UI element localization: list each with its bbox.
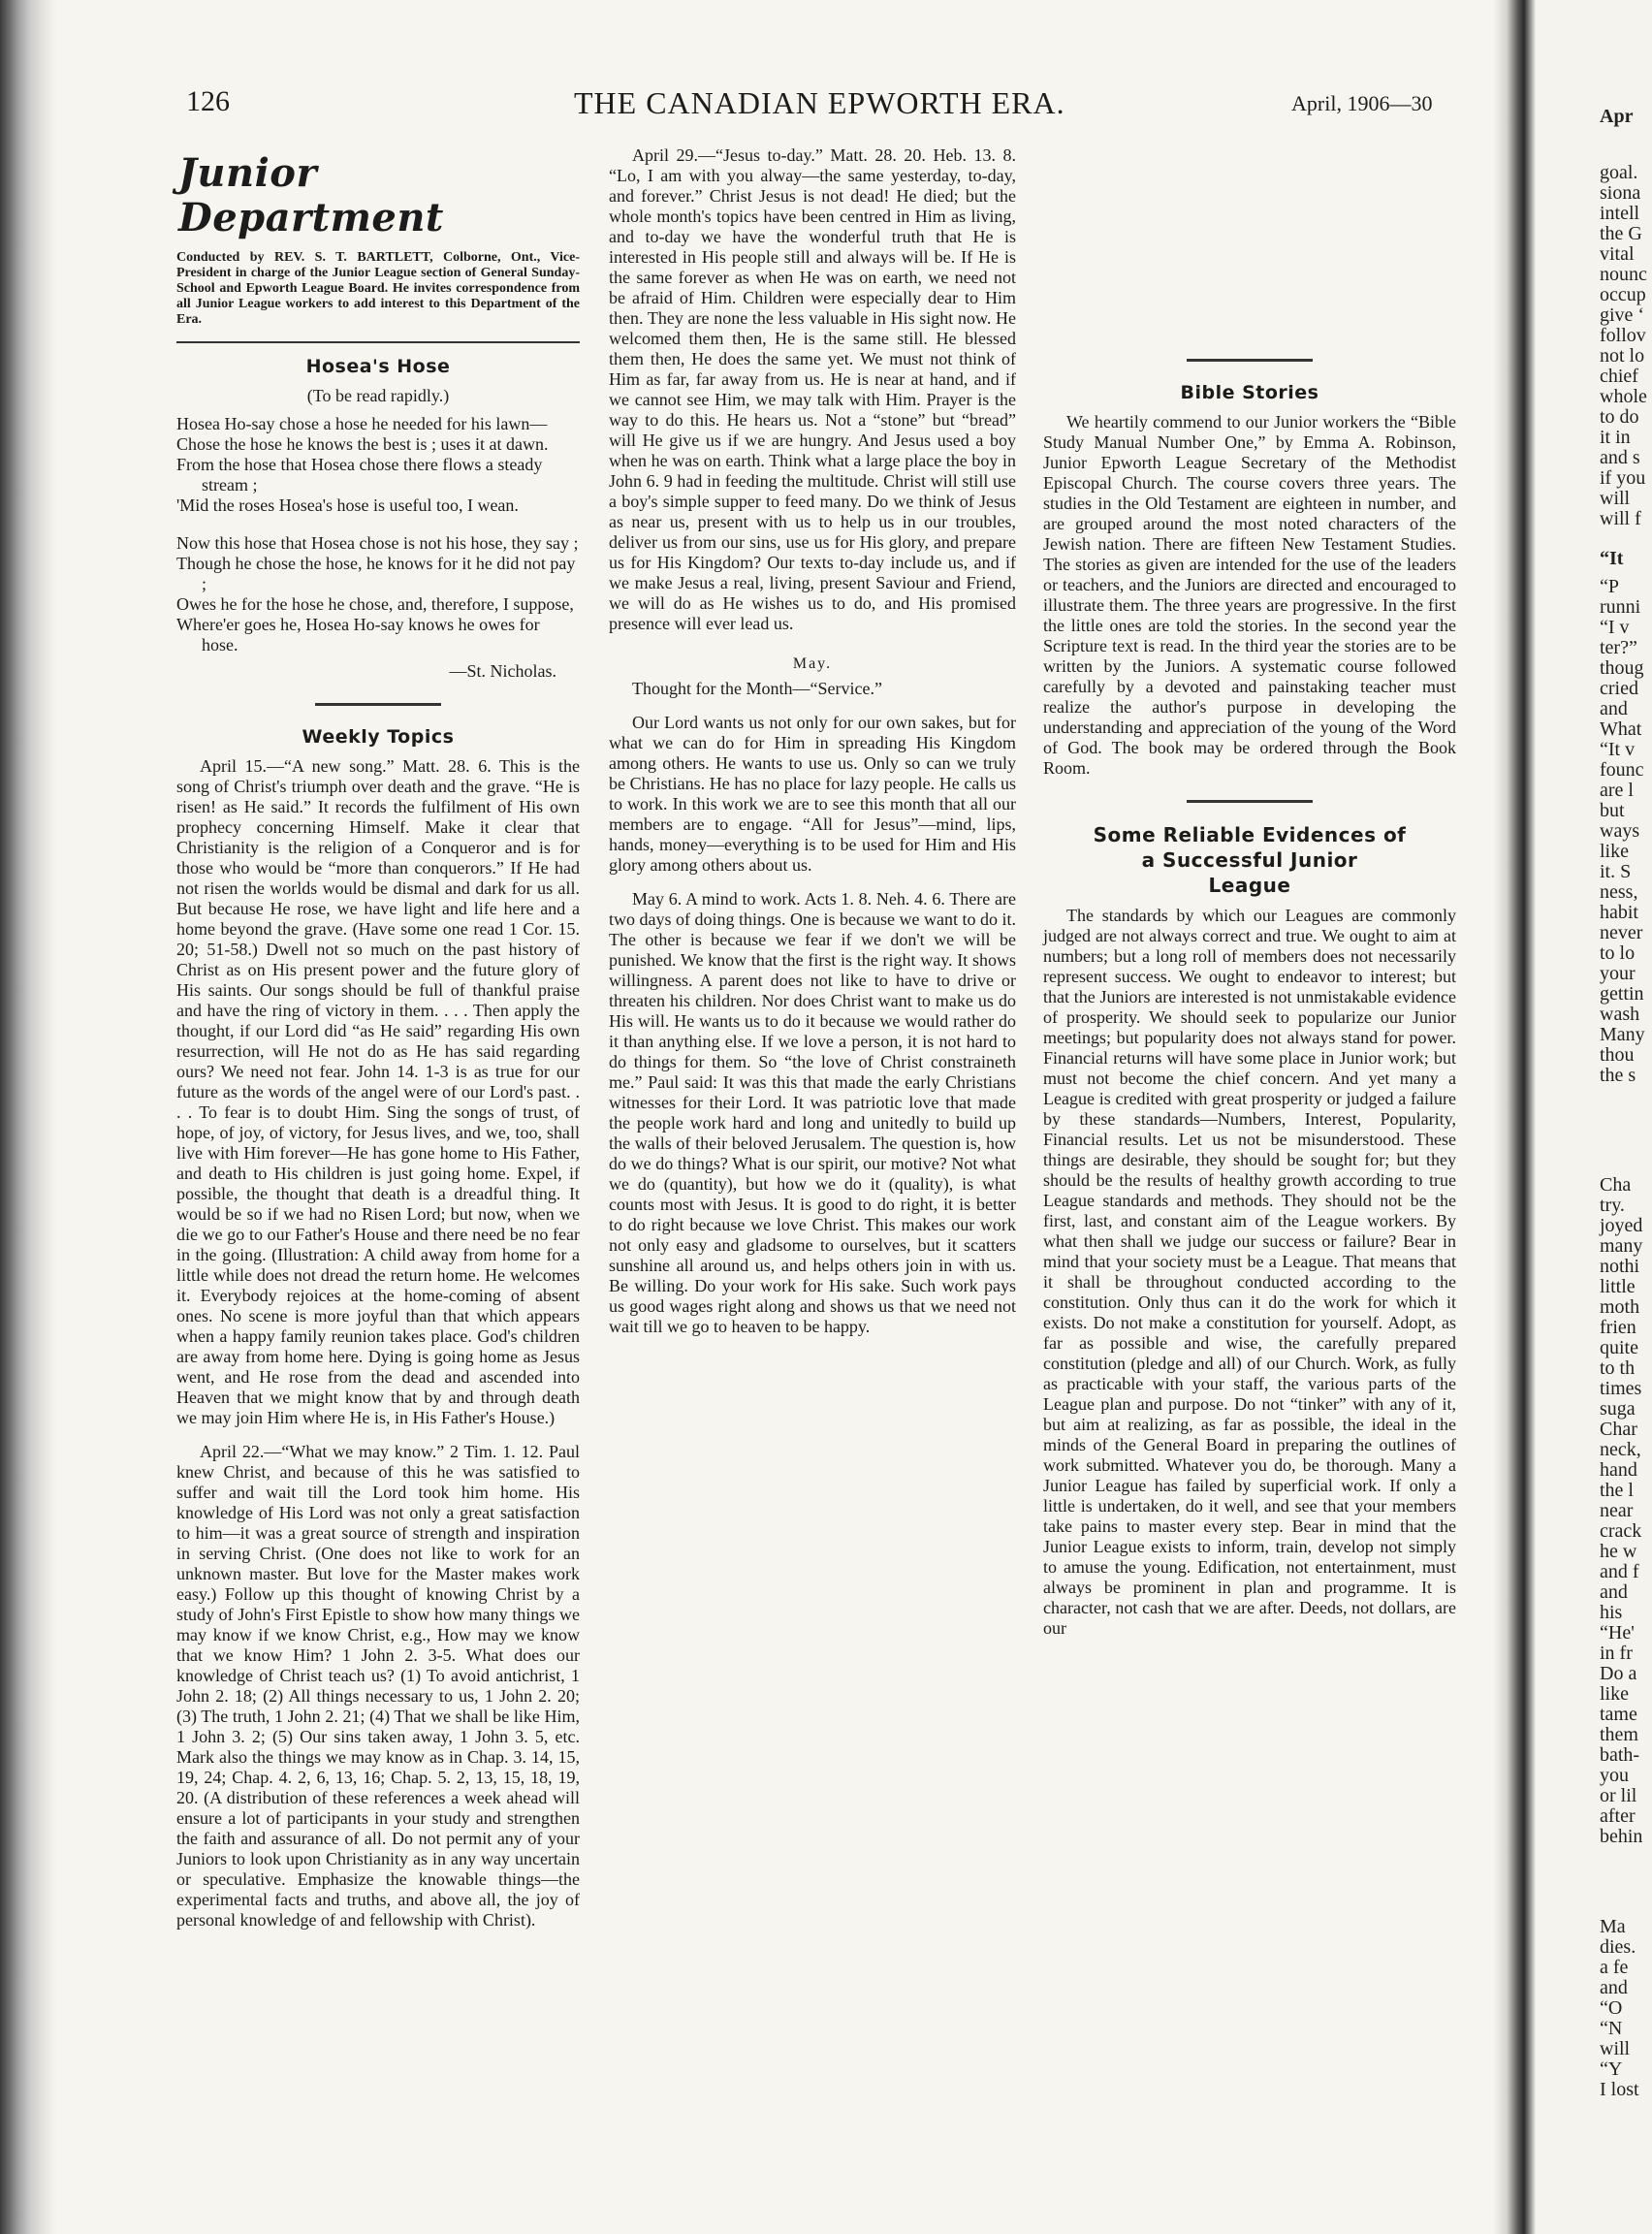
- facing-page-fragment: wash: [1600, 1004, 1640, 1025]
- facing-page-fragment: like: [1600, 1683, 1629, 1705]
- facing-page-fragment: “P: [1600, 576, 1619, 597]
- facing-page-fragment: little: [1600, 1276, 1636, 1297]
- facing-page-fragment: occup: [1600, 284, 1646, 305]
- facing-page-fragment: times: [1600, 1378, 1642, 1399]
- facing-page-fragment: will f: [1600, 508, 1641, 529]
- facing-page-fragment: founc: [1600, 759, 1644, 781]
- poem-line: Owes he for the hose he chose, and, therefore, I suppose,: [176, 594, 574, 614]
- evidences-title-3: League: [1208, 874, 1291, 897]
- facing-page-fragment: ter?”: [1600, 637, 1637, 658]
- facing-page-fragment: if you: [1600, 467, 1646, 489]
- facing-page-fragment: What: [1600, 718, 1642, 740]
- issue-date: April, 1906—30: [1291, 91, 1433, 115]
- facing-page-fragment: “I v: [1600, 617, 1630, 638]
- column-2: [609, 145, 1016, 1337]
- facing-page-fragment: “N: [1600, 2018, 1623, 2039]
- facing-page-fragment: your: [1600, 963, 1636, 984]
- facing-page-fragment: vital: [1600, 243, 1635, 265]
- facing-page-fragment: siona: [1600, 182, 1641, 204]
- facing-page-fragment: his: [1600, 1602, 1623, 1623]
- facing-page-fragment: suga: [1600, 1398, 1636, 1420]
- facing-page-fragment: are l: [1600, 780, 1634, 801]
- facing-page-fragment: it. S: [1600, 861, 1632, 882]
- topic-april-22: April 22.—“What we may know.” 2 Tim. 1. 12. Paul knew Christ, and because of this he was satisfied to suffer and wait till the Lord took him home. His knowledge of His Lord was not only a great satisfaction to him—it was a great source of strength and inspiration in serving Christ. (One does not like to work for an unknown master. But love for the Master makes work easy.) Follow up this thought of knowing Christ by a study of John's First Epistle to show how many things we may know if we know Christ, e.g., How may we know that we know Him? 1 John 2. 3-5. What does our knowledge of Christ teach us? (1) To avoid antichrist, 1 John 2. 18; (2) All things necessary to us, 1 John 2. 20; (3) The truth, 1 John 2. 21; (4) That we shall be like Him, 1 John 3. 2; (5) Our sins taken away, 1 John 3. 5, etc. Mark also the things we may know as in Chap. 3. 14, 15, 19, 24; Chap. 4. 2, 6, 13, 16; Chap. 5. 2, 13, 15, 18, 19, 20. (A distribution of these references a week ahead will ensure a lot of participants in your study and strengthen the faith and assurance of all. Do not permit any of your Juniors to look upon Christianity as in any way uncertain or speculative. Emphasize the knowable things—the experimental facts and truths, and above all, the joy of personal knowledge of and fellowship with Christ).: [176, 1442, 580, 1930]
- evidences-title-1: Some Reliable Evidences of: [1093, 823, 1407, 846]
- department-title: Junior Department: [178, 150, 444, 240]
- facing-page-fragment: thoug: [1600, 657, 1644, 679]
- facing-page-fragment: Do a: [1600, 1663, 1637, 1684]
- page-gutter: [1493, 0, 1536, 2234]
- facing-page-edge: [1536, 0, 1652, 2234]
- facing-page-fragment: dies.: [1600, 1936, 1636, 1958]
- page-header: [186, 85, 1446, 124]
- facing-page-fragment: behin: [1600, 1826, 1643, 1847]
- poem-line: Hosea Ho-say chose a hose he needed for his lawn—: [176, 414, 548, 433]
- facing-page-fragment: and f: [1600, 1561, 1639, 1582]
- facing-page-fragment: in fr: [1600, 1643, 1633, 1664]
- facing-page-fragment: neck,: [1600, 1439, 1641, 1460]
- facing-page-fragment: thou: [1600, 1044, 1635, 1066]
- facing-page-fragment: intell: [1600, 203, 1640, 224]
- may-intro: Our Lord wants us not only for our own sakes, but for what we can do for Him in spreading His Kingdom among others. He wants to use us. Only so can we truly be Christians. He has no place for lazy people. He calls us to work. In this work we are to see this month that all our members are to engage. “All for Jesus”—mind, lips, hands, money—everything is to be used for Him and His glory among others about us.: [609, 713, 1016, 875]
- facing-page-fragment: nothi: [1600, 1256, 1640, 1277]
- poem-attribution: —St. Nicholas.: [449, 661, 556, 681]
- department-note: Conducted by REV. S. T. BARTLETT, Colborne, Ont., Vice-President in charge of the Junior League section of General Sunday-School and Epworth League Board. He invites correspondence from all Junior League workers to add interest to this Department of the Era.: [176, 250, 580, 327]
- topic-april-15: April 15.—“A new song.” Matt. 28. 6. This is the song of Christ's triumph over death and the grave. “He is risen! as He said.” It records the fulfilment of His own prophecy concerning Himself. Make it clear that Christianity is the religion of a Conqueror and is for those who would be “more than conquerors.” If He had not risen the worlds would be dismal and dark for us all. But because He rose, we have light and life here and a home beyond the grave. (Have some one read 1 Cor. 15. 20; 51-58.) Dwell not so much on the past history of Christ as on His present power and the future glory of His saints. Our songs should be full of thankful praise and have the ring of victory in them. . . . Then apply the thought, if our Lord did “as He said” regarding His own resurrection, will He not do as He has said regarding ours? We need not fear. John 14. 1-3 is as true for our future as the words of the angel were of our Lord's past. . . . To fear is to doubt Him. Sing the songs of trust, of hope, of joy, of victory, for Jesus lives, and we, too, shall live with Him forever—He has gone home to His Father, and death to His children is just going home. Expel, if possible, the thought that death is a dreadful thing. It would be so if we had no Risen Lord; but now, when we die we go to our Father's House and there need be no fear in the going. (Illustration: A child away from home for a little while does not dread the return home. He welcomes it. Everybody rejoices at the home-coming of absent ones. No scene is more joyful than that which appears when a happy family reunion takes place. God's children are away from home here. Dying is going home as Jesus went, and He rose from the dead and ascended into Heaven that we might know that by and through death we may join Him where He is, in His Father's House.): [176, 756, 580, 1427]
- facing-page-fragment: Char: [1600, 1419, 1637, 1440]
- facing-page-fragment: crack: [1600, 1520, 1642, 1542]
- bible-stories-title: Bible Stories: [1180, 382, 1319, 403]
- facing-page-fragment: follov: [1600, 325, 1646, 346]
- column-3: [1043, 145, 1456, 1639]
- evidences-title-2: a Successful Junior: [1141, 848, 1358, 872]
- facing-page-fragment: like: [1600, 841, 1629, 862]
- facing-page-fragment: will: [1600, 488, 1631, 509]
- facing-page-fragment: give ‘: [1600, 304, 1645, 326]
- column-1: [176, 145, 580, 1931]
- facing-page-fragment: after: [1600, 1805, 1636, 1827]
- weekly-topics-title: Weekly Topics: [302, 726, 455, 748]
- facing-page-fragment: the s: [1600, 1065, 1636, 1086]
- facing-page-fragment: them: [1600, 1724, 1638, 1745]
- facing-page-fragment: to lo: [1600, 942, 1636, 964]
- facing-page-fragment: to th: [1600, 1357, 1636, 1379]
- facing-page-fragment: or lil: [1600, 1785, 1637, 1806]
- running-title: THE CANADIAN EPWORTH ERA.: [574, 85, 1065, 120]
- facing-page-fragment: moth: [1600, 1296, 1640, 1318]
- facing-page-fragment: tame: [1600, 1704, 1637, 1725]
- short-divider: [1187, 800, 1313, 803]
- poem-line: Though he chose the hose, he knows for it he did not pay ;: [176, 554, 576, 593]
- facing-page-fragment: not lo: [1600, 345, 1645, 367]
- topic-may-6: May 6. A mind to work. Acts 1. 8. Neh. 4. 6. There are two days of doing things. One is because we want to do it. The other is because we fear if we don't we will be punished. We know that the first is the right way. It shows willingness. A parent does not like to have to drive or threaten his children. Nor does Christ want to make us do His will. He wants us to do it because we would rather do it than anything else. If we love a person, it is not hard to do things for them. So “the love of Christ constraineth me.” Paul said: It was this that made the early Christians witnesses for their Lord. It was patriotic love that made the people work hard and long and unitedly to build up the walls of their beloved Jerusalem. The question is, how do we do things? What is our spirit, our motive? Not what we do (quantity), but how we do it (quality), is what counts most with Jesus. It is good to do right, it is better to do right because we love Christ. This makes our work not only easy and gladsome to ourselves, but it scatters sunshine all around us, and helps others join in with us. Be willing. Do your work for His sake. Such work pays us good wages right along and shows us that we need not wait till we go to heaven to be happy.: [609, 889, 1016, 1336]
- poem-stanza-1: [176, 414, 580, 516]
- facing-page-fragment: and: [1600, 1977, 1628, 1998]
- facing-page-fragment: will: [1600, 2038, 1631, 2059]
- book-binding: [0, 0, 56, 2234]
- facing-page-fragment: and: [1600, 1581, 1628, 1603]
- topic-april-29: April 29.—“Jesus to-day.” Matt. 28. 20. Heb. 13. 8. “Lo, I am with you alway—the same yesterday, to-day, and forever.” Christ Jesus is not dead! He died; but the whole month's topics have been centred in Him as living, and to-day we have the wonderful truth that He is interested in His people still and always will be. If He is the same forever as when He was on earth, we need not be afraid of Him. Children were especially dear to Him then. They are none the less valuable in His sight now. He welcomed them then, He is the same still. He blessed them then, He does the same yet. We must not think of Him as far, far away from us. He is near at hand, and if we cannot see Him, we may talk with Him. Prayer is the way to do this. He hears us. Not a “stone” but “bread” will He give us if we are hungry. And Jesus used a boy when he was on earth. Think what a large place the boy in John 6. 9 had in feeding the multitude. Christ will still use a boy's simple supper to feed many. Do we think of Jesus as near us, present with us to help us in our troubles, deliver us from our sins, use us for His glory, and prepare us for His Kingdom? Our texts to-day include us, and if we make Jesus a real, living, present Saviour and Friend, we will do as He wishes us to do, and His promised presence will ever lead us.: [609, 145, 1016, 633]
- facing-page-fragment: to do: [1600, 406, 1639, 428]
- facing-page-fragment: and s: [1600, 447, 1640, 468]
- facing-page-fragment: “It v: [1600, 739, 1636, 760]
- facing-page-fragment: habit: [1600, 902, 1638, 923]
- facing-page-fragment: gettin: [1600, 983, 1644, 1005]
- month-heading: May.: [792, 655, 833, 672]
- short-divider: [1187, 359, 1313, 362]
- facing-page-fragment: near: [1600, 1500, 1634, 1521]
- facing-page-fragment: ness,: [1600, 881, 1638, 903]
- bible-stories-text: We heartily commend to our Junior workers the “Bible Study Manual Number One,” by Emma A. Robinson, Junior Epworth League Secretary of the Methodist Episcopal Church. The course covers three years. The studies in the Old Testament are eighteen in number, and are grouped around the most noted characters of the Jewish nation. There are fifteen New Testament Studies. The stories as given are intended for the use of the leaders or teachers, and the Juniors are directed and encouraged to illustrate them. The three years are progressive. In the first the little ones are told the stories. In the second year the Scripture text is read. In the third year the stories are to be written by the Juniors. A systematic course followed carefully by a devoted and painstaking teacher must realize the author's purpose in developing the understanding and appreciation of the young of the Word of God. The book may be ordered through the Book Room.: [1043, 412, 1456, 778]
- month-thought: Thought for the Month—“Service.”: [632, 679, 882, 698]
- facing-page-fragment: “He': [1600, 1622, 1635, 1644]
- facing-page-fragment: “It: [1600, 548, 1624, 569]
- facing-page-fragment: the G: [1600, 223, 1642, 244]
- facing-page-fragment: frien: [1600, 1317, 1636, 1338]
- poem-line: Chose the hose he knows the best is ; uses it at dawn.: [176, 434, 549, 454]
- facing-page-fragment: quite: [1600, 1337, 1638, 1358]
- facing-page-fragment: I lost: [1600, 2079, 1639, 2100]
- facing-page-fragment: you: [1600, 1765, 1629, 1786]
- facing-page-fragment: ways: [1600, 820, 1640, 842]
- divider: [176, 341, 580, 343]
- evidences-text: The standards by which our Leagues are commonly judged are not always correct and true. We ought to aim at numbers; but a long roll of members does not necessarily represent success. We ought to endeavor to interest; but that the Juniors are interested is not unmistakable evidence of prosperity. We should seek to popularize our Junior meetings; but popularity does not always stand for power. Financial returns will have some place in Junior work; but must not become the chief concern. And yet many a League is credited with great prosperity or judged a failure by these standards—Numbers, Interest, Popularity, Financial results. Let us not be misunderstood. These things are desirable, they should be sought for; but they should be the results of healthy growth according to true League standards and methods. They should not be the first, last, and constant aim of the League workers. By what then shall we judge our success or failure? Bear in mind that your society must be a League. That means that it shall be throughout conducted according to the constitution. Only thus can it do the work for which it exists. Do not make a constitution for yourself. Adopt, as far as possible and wise, the carefully prepared constitution (pledge and all) of our Church. Work, as fully as practicable with your staff, the various parts of the League plan and purpose. Do not “tinker” with any of it, but aim at realizing, as far as possible, the ideal in the minds of the General Board in preparing the outlines of work submitted. Whatever you do, be thorough. Many a Junior League has failed by superficial work. If only a little is undertaken, do it well, and see that your members take pains to master every step. Bear in mind that the Junior League exists to inform, train, develop not simply to amuse the young. Edification, not entertainment, must always be prominent in plan and programme. It is character, not cash that we are after. Deeds, not dollars, are our: [1043, 906, 1456, 1638]
- facing-page-fragment: Cha: [1600, 1174, 1632, 1196]
- facing-page-fragment: he w: [1600, 1541, 1637, 1562]
- facing-page-fragment: “O: [1600, 1997, 1623, 2019]
- facing-page-fragment: chief: [1600, 366, 1638, 387]
- facing-page-fragment: nounc: [1600, 264, 1647, 285]
- hosea-subtitle: (To be read rapidly.): [306, 386, 450, 405]
- short-divider: [315, 703, 441, 706]
- facing-page-fragment: goal.: [1600, 162, 1638, 183]
- facing-page-fragment: never: [1600, 922, 1643, 943]
- facing-page-fragment: Apr: [1600, 106, 1634, 127]
- facing-page-fragment: a fe: [1600, 1957, 1629, 1978]
- facing-page-fragment: Ma: [1600, 1916, 1626, 1937]
- poem-line: Now this hose that Hosea chose is not his hose, they say ;: [176, 533, 579, 553]
- facing-page-fragment: the l: [1600, 1480, 1634, 1501]
- facing-page-fragment: it in: [1600, 427, 1631, 448]
- facing-page-fragment: bath-: [1600, 1744, 1640, 1766]
- page-number: 126: [186, 85, 230, 117]
- facing-page-fragment: many: [1600, 1235, 1643, 1257]
- poem-stanza-2: [176, 533, 580, 655]
- facing-page-fragment: but: [1600, 800, 1625, 821]
- facing-page-fragment: hand: [1600, 1459, 1637, 1481]
- facing-page-fragment: joyed: [1600, 1215, 1643, 1236]
- facing-page-fragment: whole: [1600, 386, 1647, 407]
- poem-line: 'Mid the roses Hosea's hose is useful too, I wean.: [176, 495, 519, 515]
- facing-page-fragment: and: [1600, 698, 1628, 719]
- poem-line: From the hose that Hosea chose there flows a steady stream ;: [176, 455, 543, 495]
- facing-page-fragment: Many: [1600, 1024, 1645, 1045]
- facing-page-fragment: try.: [1600, 1195, 1625, 1216]
- facing-page-fragment: runni: [1600, 596, 1641, 618]
- facing-page-fragment: cried: [1600, 678, 1638, 699]
- poem-line: Where'er goes he, Hosea Ho-say knows he owes for hose.: [176, 615, 540, 654]
- facing-page-fragment: “Y: [1600, 2058, 1623, 2080]
- hosea-title: Hosea's Hose: [305, 356, 451, 377]
